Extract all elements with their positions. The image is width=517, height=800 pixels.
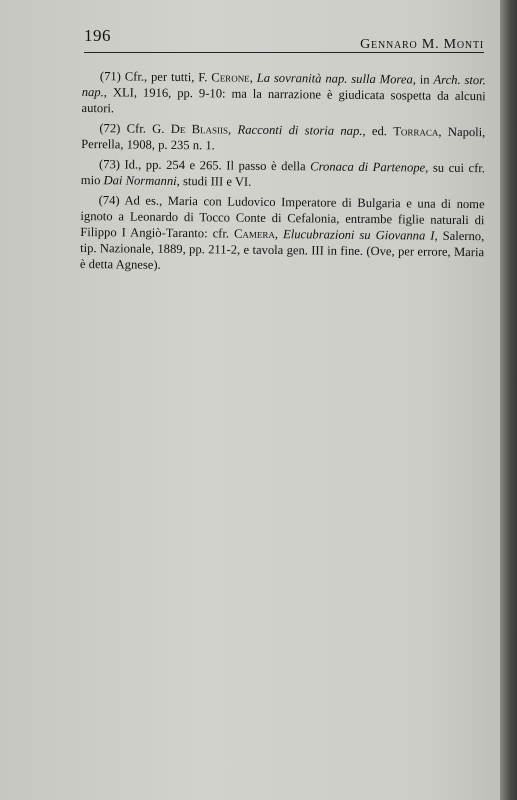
page-number: 196 — [84, 26, 111, 45]
footnote-74: (74) Ad es., Maria con Ludovico Imperatore di Bulgaria e una di nome ignoto a Leonardo di Tocco Conte di Cefalonia, entrambe figlie naturali di Filippo I Angiò-Taranto: cfr. Camera, Elucubrazioni su Giovanna I, Salerno, tip. Nazionale, 1889, pp. 211-2, e tavola gen. III in fine. (Ove, per errore, Maria è detta Agnese). — [79, 193, 485, 272]
book-gutter — [500, 0, 517, 800]
footnote-73: (73) Id., pp. 254 e 265. Il passo è della Cronaca di Partenope, su cui cfr. mio Dai Normanni, studi III e VI. — [80, 157, 486, 189]
running-head: Gennaro M. Monti — [360, 37, 484, 52]
header-rule — [84, 52, 484, 53]
footnote-72: (72) Cfr. G. De Blasiis, Racconti di storia nap., ed. Torraca, Napoli, Perrella, 1908, p. 235 n. 1. — [81, 121, 486, 153]
footnote-71: (71) Cfr., per tutti, F. Cerone, La sovranità nap. sulla Morea, in Arch. stor. nap., XLI, 1916, pp. 9-10: ma la narrazione è giudicata sospetta da alcuni autori. — [81, 69, 486, 116]
page-header — [84, 24, 484, 52]
footnotes — [80, 68, 486, 280]
